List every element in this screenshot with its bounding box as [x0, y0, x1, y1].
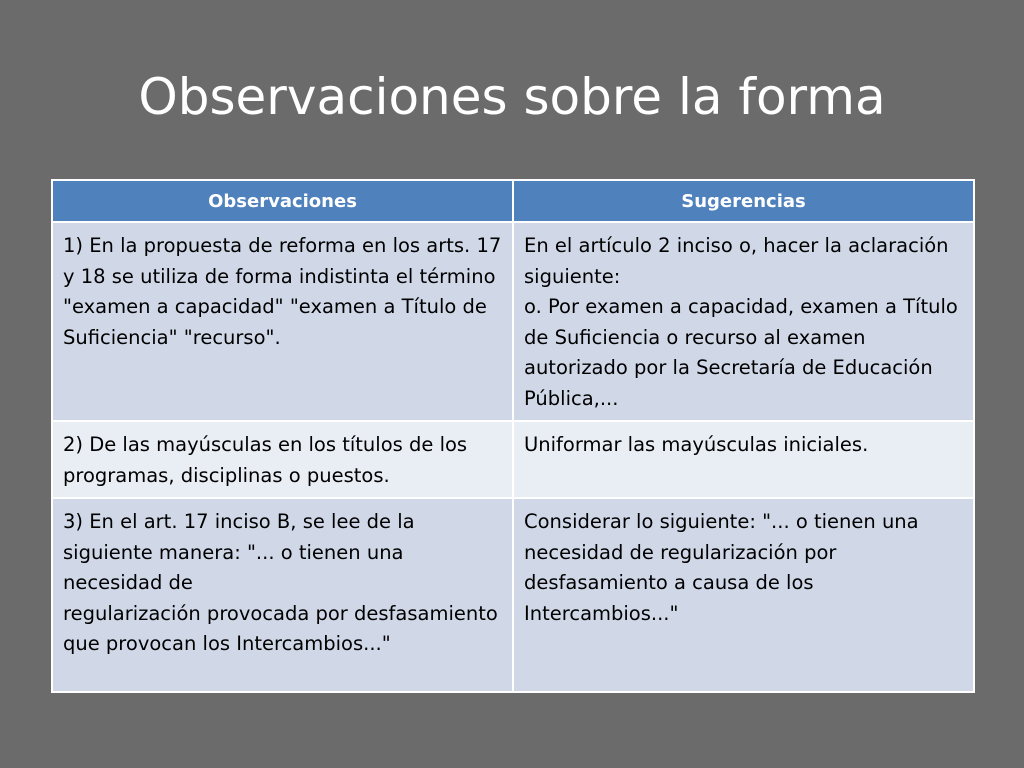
observation-cell: 2) De las mayúsculas en los títulos de los programas, disciplinas o puestos. — [52, 421, 513, 498]
table-row — [52, 222, 974, 421]
suggestion-cell: En el artículo 2 inciso o, hacer la aclaración siguiente: o. Por examen a capacidad, examen a Título de Suficiencia o recurso al examen autorizado por la Secretaría de Educación Pública,... — [513, 222, 974, 421]
suggestion-cell: Considerar lo siguiente: "... o tienen una necesidad de regularización por desfasamiento a causa de los Intercambios..." — [513, 498, 974, 692]
column-header-observaciones: Observaciones — [52, 180, 513, 222]
table-header-row — [52, 180, 974, 222]
table-row — [52, 498, 974, 692]
table-row — [52, 421, 974, 498]
column-header-sugerencias: Sugerencias — [513, 180, 974, 222]
observation-cell: 1) En la propuesta de reforma en los arts. 17 y 18 se utiliza de forma indistinta el término "examen a capacidad" "examen a Título de Suficiencia" "recurso". — [52, 222, 513, 421]
suggestion-cell: Uniformar las mayúsculas iniciales. — [513, 421, 974, 498]
observations-table — [51, 179, 975, 693]
slide-title: Observaciones sobre la forma — [138, 68, 886, 126]
observation-cell: 3) En el art. 17 inciso B, se lee de la siguiente manera: "... o tienen una necesidad de regularización provocada por desfasamiento que provocan los Intercambios..." — [52, 498, 513, 692]
